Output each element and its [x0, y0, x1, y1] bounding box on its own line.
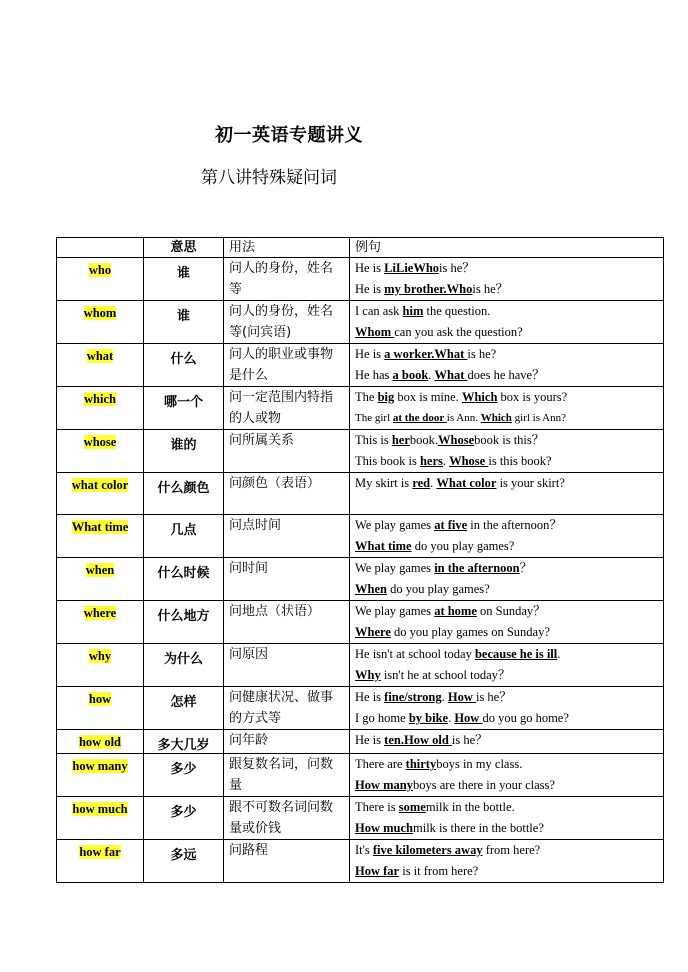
meaning-cell: 什么地方 [144, 601, 224, 644]
meaning-cell: 几点 [144, 515, 224, 558]
question-word: What time [71, 520, 129, 534]
table-row [57, 473, 664, 515]
header-example: 例句 [350, 238, 664, 258]
table-row [57, 558, 664, 601]
usage-cell: 问人的身份，姓名等 [224, 258, 350, 301]
meaning-cell: 谁的 [144, 430, 224, 473]
question-word-cell [57, 387, 144, 430]
table-row [57, 515, 664, 558]
question-word-cell [57, 687, 144, 730]
table-row [57, 387, 664, 430]
example-cell [350, 430, 664, 473]
example-sentence: The big box is mine. Which box is yours? [355, 390, 568, 404]
question-word-cell [57, 797, 144, 840]
example-sentence: He is ten.How old is he？ [355, 733, 488, 747]
question-word-cell [57, 558, 144, 601]
table-row [57, 301, 664, 344]
question-word-cell [57, 730, 144, 754]
example-cell [350, 797, 664, 840]
example-sentence: There are thirtyboys in my class. [355, 757, 523, 771]
question-word-cell [57, 301, 144, 344]
example-sentence: Why isn't he at school today？ [355, 668, 511, 682]
example-sentence: I go home by bike. How do you go home? [355, 711, 569, 725]
lesson-subtitle: 第八讲特殊疑问词 [201, 168, 337, 188]
example-cell [350, 515, 664, 558]
example-sentence: We play games at five in the afternoon？ [355, 518, 562, 532]
table-row [57, 754, 664, 797]
usage-cell: 问点时间 [224, 515, 350, 558]
example-cell [350, 387, 664, 430]
example-sentence: This is herbook.Whosebook is this？ [355, 433, 545, 447]
question-word: who [88, 263, 112, 277]
meaning-cell: 为什么 [144, 644, 224, 687]
example-cell [350, 840, 664, 883]
question-word-cell [57, 644, 144, 687]
example-cell [350, 730, 664, 754]
example-sentence: My skirt is red. What color is your skirt? [355, 476, 565, 490]
example-cell [350, 301, 664, 344]
question-word-cell [57, 840, 144, 883]
example-cell [350, 687, 664, 730]
question-word-cell [57, 754, 144, 797]
example-sentence: There is somemilk in the bottle. [355, 800, 515, 814]
question-word: why [88, 649, 112, 663]
example-cell [350, 644, 664, 687]
table-row [57, 644, 664, 687]
example-sentence: How manyboys are there in your class? [355, 778, 555, 792]
example-sentence: We play games at home on Sunday？ [355, 604, 546, 618]
meaning-cell: 哪一个 [144, 387, 224, 430]
question-word: how [88, 692, 112, 706]
table-row [57, 430, 664, 473]
meaning-cell: 多少 [144, 754, 224, 797]
usage-cell: 问颜色（表语） [224, 473, 350, 515]
usage-cell: 问时间 [224, 558, 350, 601]
meaning-cell: 怎样 [144, 687, 224, 730]
example-cell [350, 601, 664, 644]
example-sentence: The girl at the door is Ann. Which girl is Ann? [355, 412, 566, 424]
question-word: how many [72, 759, 128, 773]
question-word: where [83, 606, 117, 620]
meaning-cell: 多少 [144, 797, 224, 840]
question-word: what [86, 349, 114, 363]
question-word: how old [78, 735, 122, 749]
meaning-cell: 多远 [144, 840, 224, 883]
meaning-cell: 多大几岁 [144, 730, 224, 754]
question-word: whose [83, 435, 117, 449]
question-word-cell [57, 473, 144, 515]
example-sentence: How far is it from here? [355, 864, 479, 878]
meaning-cell: 什么时候 [144, 558, 224, 601]
usage-cell: 跟不可数名词问数量或价钱 [224, 797, 350, 840]
table-row [57, 258, 664, 301]
question-word-cell [57, 344, 144, 387]
example-sentence: He is LiLieWhois he？ [355, 261, 475, 275]
usage-cell: 问路程 [224, 840, 350, 883]
example-sentence: When do you play games? [355, 582, 490, 596]
example-sentence: He is fine/strong. How is he？ [355, 690, 512, 704]
example-sentence: He is a worker.What is he? [355, 347, 497, 361]
usage-cell: 问年龄 [224, 730, 350, 754]
question-word: how far [79, 845, 121, 859]
question-word-cell [57, 515, 144, 558]
meaning-cell: 什么颜色 [144, 473, 224, 515]
example-sentence: He isn't at school today because he is ill. [355, 647, 561, 661]
header-meaning: 意思 [144, 238, 224, 258]
example-cell [350, 558, 664, 601]
document-title: 初一英语专题讲义 [215, 125, 363, 146]
example-cell [350, 473, 664, 515]
usage-cell: 问地点（状语） [224, 601, 350, 644]
usage-cell: 问人的职业或事物是什么 [224, 344, 350, 387]
question-word: what color [71, 478, 129, 492]
example-sentence: This book is hers. Whose is this book? [355, 454, 552, 468]
header-word [57, 238, 144, 258]
usage-cell: 问人的身份，姓名等(问宾语) [224, 301, 350, 344]
usage-cell: 问健康状况、做事的方式等 [224, 687, 350, 730]
example-sentence: He has a book. What does he have？ [355, 368, 545, 382]
question-word-cell [57, 258, 144, 301]
question-word: whom [83, 306, 117, 320]
table-row [57, 797, 664, 840]
example-sentence: What time do you play games? [355, 539, 515, 553]
example-cell [350, 344, 664, 387]
example-sentence: How muchmilk is there in the bottle? [355, 821, 544, 835]
usage-cell: 问一定范围内特指的人或物 [224, 387, 350, 430]
table-row [57, 730, 664, 754]
header-usage: 用法 [224, 238, 350, 258]
meaning-cell: 什么 [144, 344, 224, 387]
meaning-cell: 谁 [144, 301, 224, 344]
usage-cell: 问所属关系 [224, 430, 350, 473]
table-row [57, 601, 664, 644]
example-sentence: Whom can you ask the question? [355, 325, 523, 339]
table-row [57, 344, 664, 387]
example-sentence: He is my brother.Whois he？ [355, 282, 509, 296]
example-cell [350, 754, 664, 797]
table-header-row [57, 238, 664, 258]
table-row [57, 840, 664, 883]
example-sentence: I can ask him the question. [355, 304, 491, 318]
example-cell [350, 258, 664, 301]
question-word-cell [57, 430, 144, 473]
usage-cell: 跟复数名词，问数量 [224, 754, 350, 797]
question-word: which [84, 392, 116, 406]
question-word-cell [57, 601, 144, 644]
table-row [57, 687, 664, 730]
example-sentence: Where do you play games on Sunday? [355, 625, 550, 639]
question-word: when [85, 563, 115, 577]
usage-cell: 问原因 [224, 644, 350, 687]
meaning-cell: 谁 [144, 258, 224, 301]
example-sentence: We play games in the afternoon？ [355, 561, 533, 575]
question-words-table [56, 237, 664, 883]
example-sentence: It's five kilometers away from here? [355, 843, 541, 857]
question-word: how much [72, 802, 128, 816]
